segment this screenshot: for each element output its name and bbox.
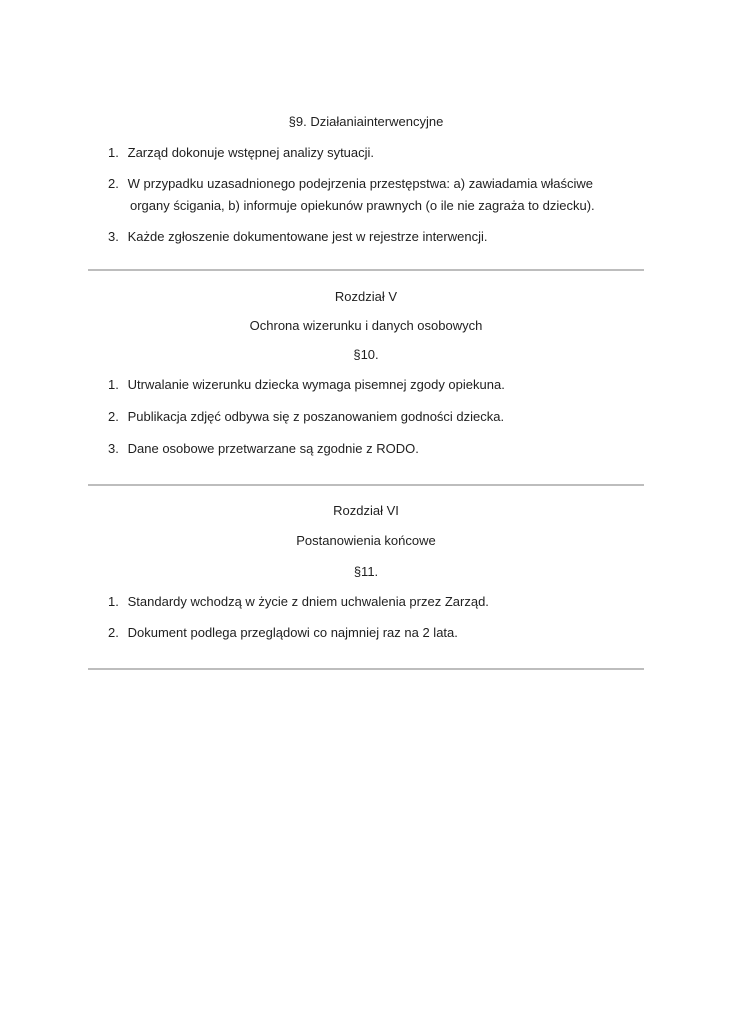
list-item [108, 406, 653, 428]
list-item [108, 142, 653, 164]
list-item [108, 226, 653, 248]
item-text: Publikacja zdjęć odbywa się z poszanowaniem godności dziecka. [127, 409, 505, 424]
list-item [108, 374, 653, 396]
item-number: 1. [108, 377, 119, 392]
item-text: Standardy wchodzą w życie z dniem uchwalenia przez Zarząd. [127, 594, 489, 609]
list-item [108, 591, 653, 613]
chapter-heading: Rozdział V [334, 289, 398, 304]
item-number: 1. [108, 145, 119, 160]
paragraph-number: §10. [353, 347, 379, 362]
section-divider [88, 269, 644, 271]
item-number: 3. [108, 441, 119, 456]
section-divider [88, 668, 644, 670]
item-text: Zarząd dokonuje wstępnej analizy sytuacji. [127, 145, 375, 160]
item-text-continuation: organy ścigania, b) informuje opiekunów prawnych (o ile nie zagraża to dziecku). [130, 198, 595, 213]
list-item [108, 438, 653, 460]
list-item [108, 173, 653, 217]
section-heading: §9. Działaniainterwencyjne [288, 114, 444, 129]
item-text: Dokument podlega przeglądowi co najmniej raz na 2 lata. [127, 625, 458, 640]
item-text: Każde zgłoszenie dokumentowane jest w rejestrze interwencji. [127, 229, 488, 244]
item-text: Dane osobowe przetwarzane są zgodnie z RODO. [127, 441, 419, 456]
chapter-title: Postanowienia końcowe [296, 533, 436, 548]
item-number: 2. [108, 409, 119, 424]
item-number: 2. [108, 625, 119, 640]
section-divider [88, 484, 644, 486]
paragraph-number: §11. [353, 564, 379, 579]
chapter-heading: Rozdział VI [333, 503, 399, 518]
item-number: 2. [108, 176, 119, 191]
list-item [108, 622, 653, 644]
item-number: 1. [108, 594, 119, 609]
item-text: W przypadku uzasadnionego podejrzenia przestępstwa: a) zawiadamia właściwe [127, 176, 593, 191]
item-number: 3. [108, 229, 119, 244]
item-text: Utrwalanie wizerunku dziecka wymaga pisemnej zgody opiekuna. [127, 377, 505, 392]
chapter-title: Ochrona wizerunku i danych osobowych [249, 318, 483, 333]
